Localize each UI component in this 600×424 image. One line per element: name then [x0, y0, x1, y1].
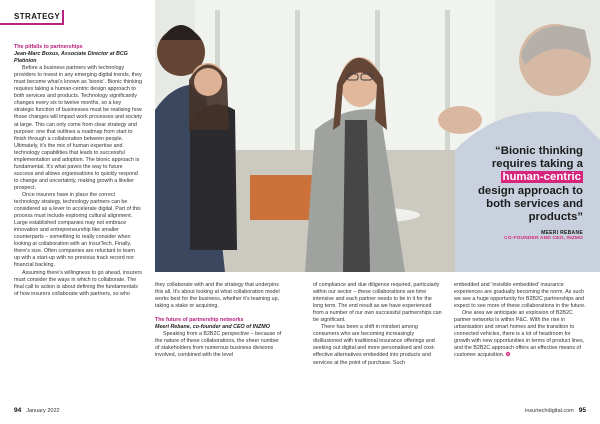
- section2-heading: The future of partnership networks: [155, 317, 244, 324]
- article-column-1: [14, 44, 142, 298]
- paragraph: Before a business partners with technology providers to invest in any emerging digital trends, they must become what’s known as ‘bionic’. Bionic thinking requires taking a human-centric design approach to both services and products. Technology significantly changes every six to twelve months, so a key strategic function of businesses must be realising how those changes will impact work processes and society at large. This can only come from clear strategy and purpose: one that outlines a roadmap from start to finish through a collaboration between people. Ultimately, it’s the mix of human expertise and technology capabilities that leads to successful implementation and adoption. The bionic approach is fundamental. It’s what paves the way to future success and allows organisations to quickly respond to change and uncertainty, making growth a likelier prospect.: [14, 65, 143, 191]
- article-column-3: [313, 282, 443, 367]
- article-column-4: [454, 282, 587, 360]
- paragraph: of compliance and due diligence required, particularly within our sector – these collaborations are time intensive and each partner needs to be in it for the long term. The end result as we have experienced from a number of our own successful partnerships can be significant.: [313, 282, 442, 324]
- paragraph-text: One area we anticipate an explosion of B2B2C partner networks is within P&C. With the rise in urbanisation and smart homes and the transition to connected vehicles, there is a lot of headroom for growth with new opportunities in terms of product lines, and the B2B2C approach offers an effective means of customer acquisition.: [454, 310, 585, 359]
- section1-byline: Jean-Marc Boxus, Associate Director at BCG Platinion: [14, 51, 128, 65]
- section-tag: [0, 10, 64, 25]
- paragraph: There has been a shift in mindset among consumers who are becoming increasingly disillusioned with traditional insurance offerings and seeking out digital and more personalised and cost-effective alternatives embedded into products and services at the point of purchase. Such: [313, 324, 436, 366]
- pull-quote: [463, 145, 583, 241]
- paragraph: Speaking from a B2B2C perspective – because of the nature of these collaborations, the sheer number of stakeholders from numerous business divisions involved, combined with the level: [155, 331, 282, 359]
- footer-right: [525, 407, 586, 414]
- issue-date: January 2022: [26, 408, 60, 414]
- section-label: STRATEGY: [14, 12, 61, 21]
- page-number-left: 94: [14, 407, 22, 414]
- footer-left: [14, 407, 60, 414]
- article-column-2: [155, 282, 283, 359]
- quote-attribution-name: MEERI REBANE: [541, 230, 583, 237]
- paragraph: [454, 310, 587, 359]
- section2-byline: Meeri Rebane, co-founder and CEO of INZMO: [155, 324, 270, 331]
- quote-highlight: human-centric: [502, 171, 581, 184]
- section1-heading: The pitfalls to partnerships: [14, 44, 83, 50]
- page-number-right: 95: [578, 407, 586, 414]
- site-url: insurtechdigital.com: [525, 408, 574, 414]
- paragraph: they collaborate with and the strategy that underpins this all. It’s about looking at what collaboration model works best for the business, whether it’s teaming up, taking a stake or acquiring.: [155, 282, 280, 310]
- quote-part: design approach to both services and products”: [477, 184, 583, 224]
- quote-part: “Bionic thinking requires taking a: [491, 145, 583, 171]
- paragraph: Assuming there’s willingness to go ahead, insurers must consider the ways in which to collaborate. The final call to action is about defining the fundamentals of how insurers collaborate with partners, so who: [14, 269, 142, 297]
- end-mark-icon: ❂: [505, 352, 511, 359]
- pull-quote-text: [463, 145, 583, 224]
- paragraph: embedded and ‘invisible embedded’ insurance experiences are gradually becoming the norm. As such we see a huge opportunity for B2B2C partnerships and expect to see more of these collaborations in the future.: [454, 282, 586, 310]
- quote-attribution-role: CO-FOUNDER AND CEO, INZMO: [504, 236, 583, 242]
- paragraph: Once insurers have in place the correct technology strategy, technology partners can be considered as a lever to accelerate digital. Part of this process must include exploring cultural alignment. Large established companies may not embrace innovation and entrepreneurship like smaller counterparts – something to really consider when looking at collaboration with an InsurTech. Finally, there’s size. Often companies are reluctant to team up with a start-up with no previous track record nor financial backing.: [14, 191, 141, 269]
